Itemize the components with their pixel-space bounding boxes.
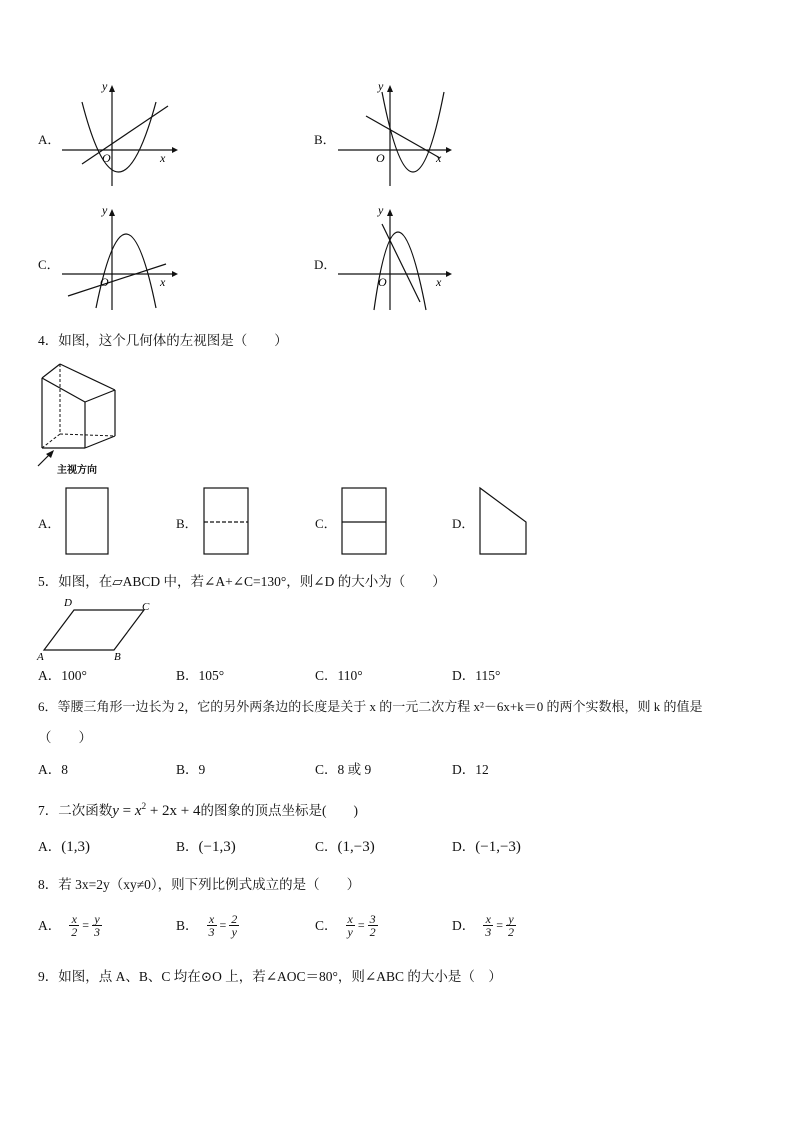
q3-option-d-graph xyxy=(336,206,456,316)
q6-option-c-text: 8 或 9 xyxy=(337,762,372,777)
q8-option-b-label: B． xyxy=(176,917,199,933)
q4-direction-label: 主视方向 xyxy=(57,465,97,476)
q5-option-c-text: 110° xyxy=(337,668,363,683)
q7-prefix: 7．二次函数 xyxy=(38,803,113,818)
q3-option-a-graph xyxy=(60,82,180,192)
q5-stem: 5．如图，在▱ABCD 中，若∠A+∠C=130°，则∠D 的大小为（ ） xyxy=(38,574,446,589)
q3-c-axis-y: y xyxy=(102,206,108,217)
q5-option-c[interactable] xyxy=(315,667,363,685)
q8-option-a-equation: $\frac{x}{2}$ = $\frac{y}{3}$ xyxy=(71,912,101,939)
q8-option-b[interactable] xyxy=(176,913,239,938)
q4-solid-figure xyxy=(30,362,130,474)
q6-option-b-label: B． xyxy=(176,762,199,777)
q6-option-d[interactable] xyxy=(452,761,489,779)
q3-a-origin: O xyxy=(102,151,111,165)
q7-option-b-text: (−1,3) xyxy=(198,839,236,855)
q9-stem: 9．如图，点 A、B、C 均在⊙O 上，若∠AOC＝80°，则∠ABC 的大小是（ ） xyxy=(38,969,502,984)
q5-option-b-label: B． xyxy=(176,668,199,683)
q4-stem: 4．如图，这个几何体的左视图是（ ） xyxy=(38,333,288,348)
q6-option-d-label: D． xyxy=(452,762,476,777)
q6-option-b-text: 9 xyxy=(198,762,206,777)
q4-option-d-figure xyxy=(476,486,532,558)
q6-option-a[interactable] xyxy=(38,761,68,779)
q4-option-b-figure xyxy=(200,486,252,558)
q4-option-b-label[interactable]: B． xyxy=(176,516,198,531)
q5-option-b-text: 105° xyxy=(198,668,225,683)
q6-option-d-text: 12 xyxy=(475,762,489,777)
q3-option-b-graph xyxy=(336,82,456,192)
q3-a-axis-y: y xyxy=(102,82,108,93)
q6-option-a-label: A． xyxy=(38,762,62,777)
q8-option-d-equation: $\frac{x}{3}$ = $\frac{y}{2}$ xyxy=(485,912,515,939)
q3-b-origin: O xyxy=(376,151,385,165)
q7-option-c[interactable] xyxy=(315,838,375,856)
q5-option-b[interactable] xyxy=(176,667,224,685)
q8-option-b-equation: $\frac{x}{3}$ = $\frac{2}{y}$ xyxy=(208,912,238,939)
q7-option-b[interactable] xyxy=(176,838,236,856)
q3-d-axis-x: x xyxy=(436,275,442,289)
q3-c-origin: O xyxy=(100,275,109,289)
q3-option-b-label[interactable]: B． xyxy=(314,132,336,147)
q8-option-a-label: A． xyxy=(38,917,62,933)
q7-option-c-label: C． xyxy=(315,839,338,854)
q8-option-d-label: D． xyxy=(452,917,476,933)
q4-option-c-figure xyxy=(338,486,390,558)
q3-b-axis-x: x xyxy=(436,151,442,165)
q3-option-d-label[interactable]: D． xyxy=(314,257,337,272)
q3-d-origin: O xyxy=(378,275,387,289)
q6-option-a-text: 8 xyxy=(61,762,68,777)
q5-option-a-text: 100° xyxy=(61,668,87,683)
q4-option-a-figure xyxy=(62,486,112,558)
q7-suffix: 的图象的顶点坐标是( ) xyxy=(200,803,358,818)
q7-option-c-text: (1,−3) xyxy=(337,839,375,855)
q6-option-c-label: C． xyxy=(315,762,338,777)
q5-option-c-label: C． xyxy=(315,668,338,683)
q3-option-a-label[interactable]: A． xyxy=(38,132,61,147)
q7-option-a[interactable] xyxy=(38,838,90,856)
q6-stem-line2: （ ） xyxy=(38,730,92,745)
q3-option-c-graph xyxy=(60,206,180,316)
q7-option-a-text: (1,3) xyxy=(61,839,90,855)
q3-option-c-label[interactable]: C． xyxy=(38,257,60,272)
q5-vertex-b: B xyxy=(114,651,121,662)
q7-stem xyxy=(38,797,358,820)
q5-option-a-label: A． xyxy=(38,668,62,683)
q5-parallelogram-figure xyxy=(34,596,160,662)
q7-option-a-label: A． xyxy=(38,839,62,854)
q7-option-d-text: (−1,−3) xyxy=(475,839,521,855)
q8-option-c-equation: $\frac{x}{y}$ = $\frac{3}{2}$ xyxy=(347,912,376,939)
q3-a-axis-x: x xyxy=(160,151,166,165)
q8-option-a[interactable] xyxy=(38,913,102,938)
q5-vertex-a: A xyxy=(37,651,44,662)
q5-option-d-text: 115° xyxy=(475,668,501,683)
q4-option-d-label[interactable]: D． xyxy=(452,516,475,531)
q6-stem-line1: 6．等腰三角形一边长为 2，它的另外两条边的长度是关于 x 的一元二次方程 x²－6x+k＝0 的两个实数根，则 k 的值是 xyxy=(38,699,703,714)
q5-option-d-label: D． xyxy=(452,668,476,683)
q7-option-d-label: D． xyxy=(452,839,476,854)
q4-option-a-label[interactable]: A． xyxy=(38,516,61,531)
q7-option-d[interactable] xyxy=(452,838,521,856)
q5-option-a[interactable] xyxy=(38,667,87,685)
q3-b-axis-y: y xyxy=(378,82,384,93)
q8-option-d[interactable] xyxy=(452,913,516,938)
q6-option-c[interactable] xyxy=(315,761,371,779)
q5-option-d[interactable] xyxy=(452,667,500,685)
q6-option-b[interactable] xyxy=(176,761,205,779)
q3-d-axis-y: y xyxy=(378,206,384,217)
q3-c-axis-x: x xyxy=(160,275,166,289)
q4-option-c-label[interactable]: C． xyxy=(315,516,337,531)
q7-formula: $y = x^2 + 2x + 4$ xyxy=(112,801,201,819)
q8-option-c-label: C． xyxy=(315,917,338,933)
q8-option-c[interactable] xyxy=(315,913,378,938)
q5-vertex-c: C xyxy=(142,601,150,613)
q5-vertex-d: D xyxy=(64,597,72,609)
q8-stem: 8．若 3x=2y（xy≠0），则下列比例式成立的是（ ） xyxy=(38,877,361,892)
q7-option-b-label: B． xyxy=(176,839,199,854)
